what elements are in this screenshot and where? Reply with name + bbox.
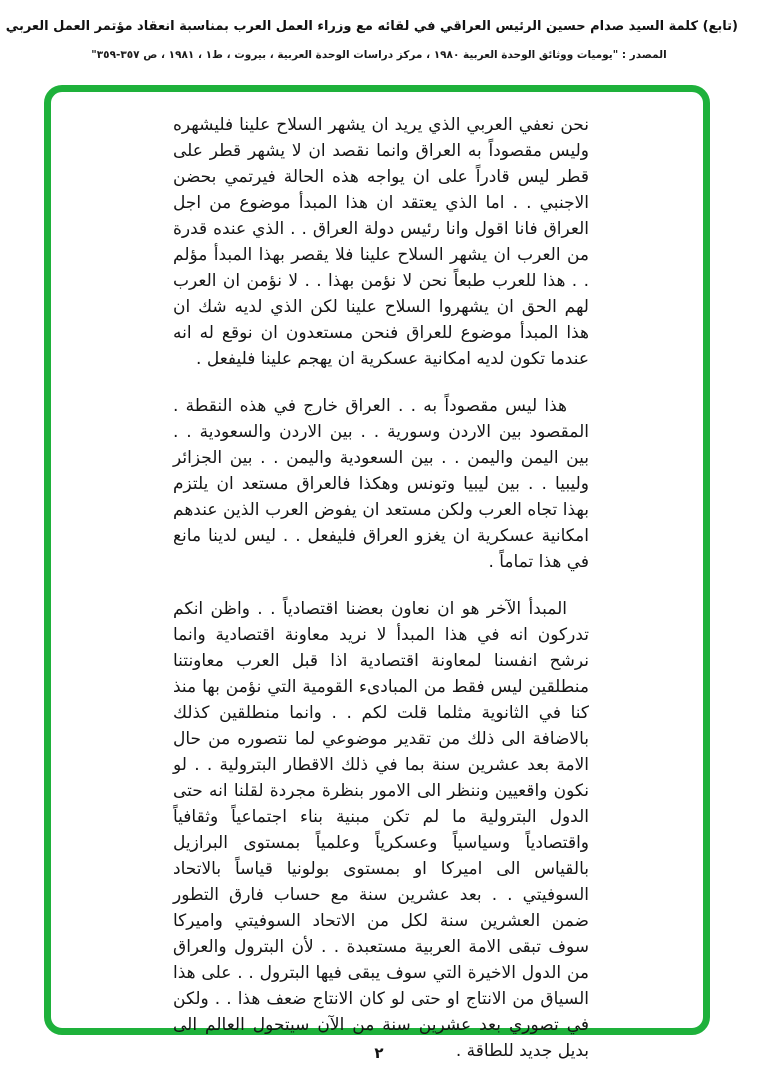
body-text-column [173, 112, 589, 1078]
paragraph-3: المبدأ الآخر هو ان نعاون بعضنا اقتصادياً . . واظن انكم تدركون انه في هذا المبدأ لا نريد معاونة اقتصادية وانما نرشح انفسنا لمعاونة اقتصادية اذا قبل العرب معاونتنا منطلقين ليس فقط من المبادىء القومية التي نؤمن بها منذ كنا في الثانوية مثلما قلت لكم . . وانما منطلقين كذلك بالاضافة الى ذلك من تقدير موضوعي لما نتصوره من حال الامة بعد عشرين سنة بما في ذلك الاقطار البترولية . . لو نكون واقعيين وننظر الى الامور بنظرة مجردة لقلنا انه حتى الدول البترولية ما لم تكن مبنية بناء اجتماعياً وثقافياً واقتصادياً وسياسياً وعسكرياً وعلمياً بمستوى البرازيل بالقياس الى اميركا او بمستوى بولونيا قياساً بالاتحاد السوفيتي . . بعد عشرين سنة مع حساب فارق التطور ضمن العشرين سنة لكل من الاتحاد السوفيتي واميركا سوف تبقى الامة العربية مستعبدة . . لأن البترول والعراق من الدول الاخيرة التي سوف يبقى فيها البترول . . على هذا السياق من الانتاج او حتى لو كان الانتاج ضعف هذا . . ولكن في تصوري بعد عشرين سنة من الآن سيتحول العالم الى بديل جديد للطاقة . [173, 599, 589, 1061]
green-border-frame [44, 85, 710, 1061]
source-citation: المصدر : "يوميات ووثائق الوحدة العربية ١٩٨٠ ، مركز دراسات الوحدة العربية ، بيروت ، ط١ ، ١٩٨١ ، ص ٣٥٧-٣٥٩" [91, 49, 667, 61]
page-number: ٢ [374, 1044, 384, 1062]
paragraph-1: نحن نعفي العربي الذي يريد ان يشهر السلاح علينا فليشهره وليس مقصوداً به العراق وانما نقصد ان لا يشهر قطر على قطر ليس قادراً على ان يواجه هذه الحالة فيرتمي بحضن الاجنبي . . اما الذي يعتقد ان هذا المبدأ موضوع من اجل العراق فانا اقول وانا رئيس دولة العراق . . الذي عنده قدرة من العرب ان يشهر السلاح علينا فلا يقصر بهذا المبدأ مؤلم . . هذا للعرب طبعاً نحن لا نؤمن بهذا . . لا نؤمن ان العرب لهم الحق ان يشهروا السلاح علينا لكن الذي لديه شك ان هذا المبدأ موضوع للعراق فنحن مستعدون ان نوقع له انه عندما تكون لديه امكانية عسكرية ان يهجم علينا فليفعل . [173, 115, 589, 369]
page-title: (تابع) كلمة السيد صدام حسين الرئيس العراقي في لقائه مع وزراء العمل العرب بمناسبة انعقاد مؤتمر العمل العربي [5, 19, 738, 34]
paragraph-2: هذا ليس مقصوداً به . . العراق خارج في هذه النقطة . المقصود بين الاردن وسورية . . بين الاردن والسعودية . . بين اليمن واليمن . . بين السعودية واليمن . . بين الجزائر وليبيا . . بين ليبيا وتونس وهكذا فالعراق مستعد ان يلتزم بهذا تجاه العرب ولكن مستعد ان يفوض العرب الذين عندهم امكانية عسكرية ان يغزو العراق فليفعل . . ليس لدينا مانع في هذا تماماً . [173, 396, 589, 572]
